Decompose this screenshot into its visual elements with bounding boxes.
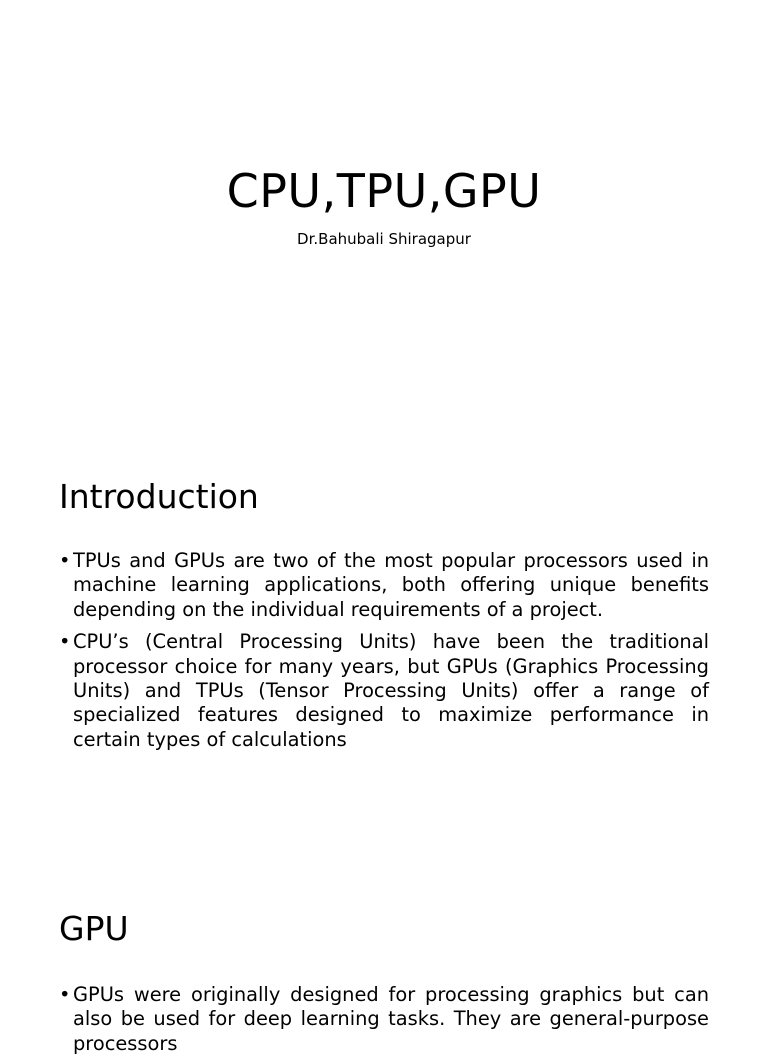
- bullet-icon: •: [59, 983, 71, 1006]
- introduction-slide: [0, 432, 768, 864]
- bullet-item: [59, 549, 709, 622]
- title-slide: [0, 0, 768, 432]
- bullet-text: GPUs were originally designed for processing graphics but can also be used for deep learning tasks. They are general-purpose processors: [73, 983, 709, 1055]
- bullet-list: [59, 549, 709, 760]
- slide-heading: GPU: [59, 909, 129, 948]
- bullet-item: [59, 630, 709, 752]
- bullet-text: CPU’s (Central Processing Units) have been the traditional processor choice for many years, but GPUs (Graphics Processing Units) and TPUs (Tensor Processing Units) offer a range of specialized features designed to maximize performance in certain types of calculations: [73, 630, 709, 751]
- bullet-list: [59, 983, 709, 1064]
- slide-author: Dr.Bahubali Shiragapur: [297, 230, 471, 248]
- slide-title: CPU,TPU,GPU: [226, 164, 542, 218]
- bullet-icon: •: [59, 630, 71, 654]
- bullet-icon: •: [59, 549, 71, 572]
- bullet-item: [59, 983, 709, 1056]
- bullet-text: TPUs and GPUs are two of the most popular processors used in machine learning applications, both offering unique benefits depending on the individual requirements of a project.: [73, 549, 709, 621]
- gpu-slide: [0, 864, 768, 1055]
- slide-heading: Introduction: [59, 477, 259, 516]
